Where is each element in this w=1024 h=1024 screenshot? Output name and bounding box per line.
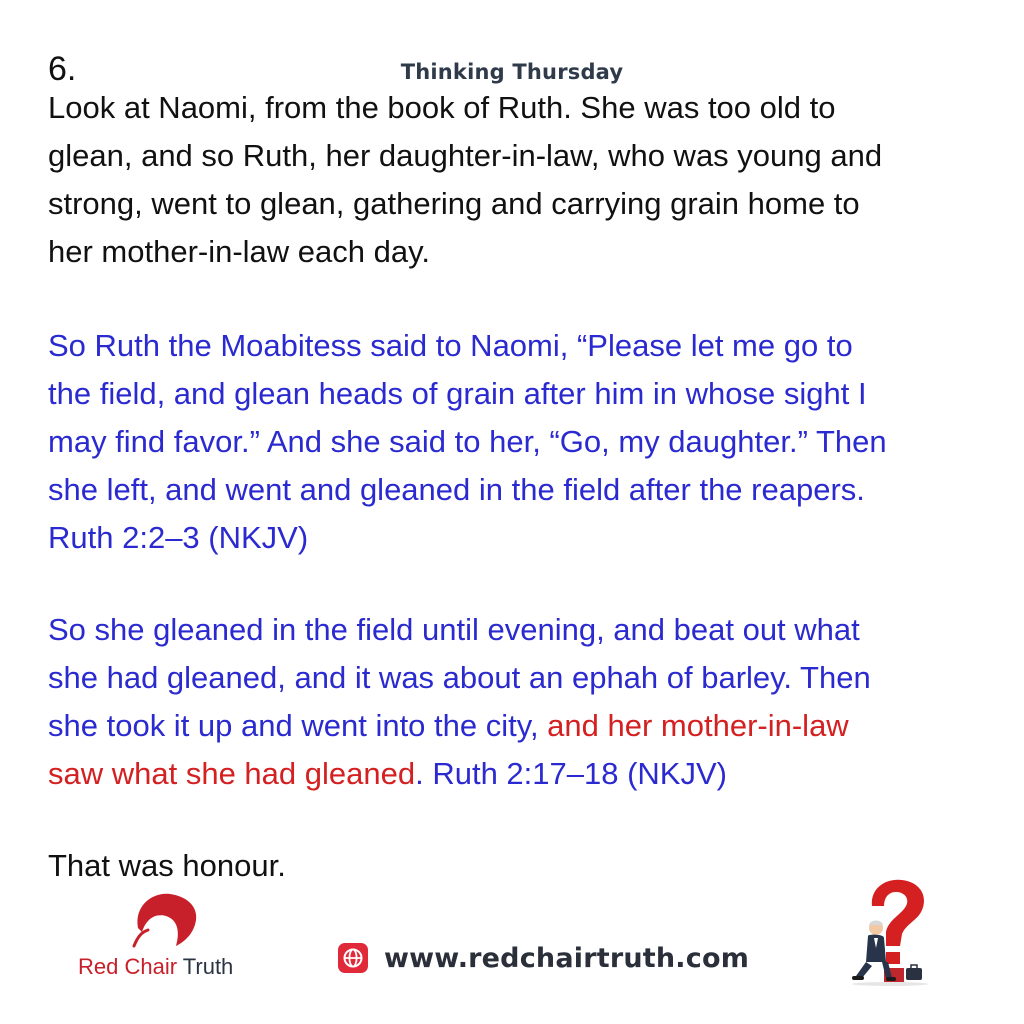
verse-line [48,750,978,798]
intro-line: strong, went to glean, gathering and carrying grain home to [48,186,860,221]
scripture-quote-ruth-2-17 [48,606,978,798]
intro-line: glean, and so Ruth, her daughter-in-law, who was young and [48,138,883,173]
brand-logo [70,888,270,988]
brand-name-dark: Truth [182,954,234,979]
website-link[interactable] [338,938,749,978]
verse-line: the field, and glean heads of grain after him in whose sight I [48,376,867,411]
verse-reference: Ruth 2:2–3 (NKJV) [48,520,309,555]
verse-line [48,702,978,750]
verse-line: may find favor.” And she said to her, “Go, my daughter.” Then [48,424,887,459]
brand-name-red: Red Chair [78,954,178,979]
website-url[interactable]: www.redchairtruth.com [384,942,750,974]
closing-statement [48,842,978,890]
highlighted-text: and her mother-in-law [547,708,849,743]
globe-icon [338,943,368,973]
highlighted-text: saw what she had gleaned [48,756,416,791]
intro-paragraph [48,84,978,276]
question-mark-thinker-icon [846,876,932,986]
verse-line: she left, and went and gleaned in the field after the reapers. [48,472,865,507]
verse-line: So Ruth the Moabitess said to Naomi, “Please let me go to [48,328,853,363]
intro-line: Look at Naomi, from the book of Ruth. She was too old to [48,90,836,125]
verse-text: she took it up and went into the city, [48,708,548,743]
verse-line: she had gleaned, and it was about an ephah of barley. Then [48,660,871,695]
verse-line: So she gleaned in the field until evening, and beat out what [48,612,860,647]
page-title: Thinking Thursday [400,60,624,84]
scripture-quote-ruth-2-2 [48,322,978,562]
closing-line: That was honour. [48,848,286,883]
slide-number: 6. [48,50,77,88]
verse-reference: . Ruth 2:17–18 (NKJV) [415,756,727,791]
red-chair-icon [128,888,208,952]
brand-name [78,954,233,980]
intro-line: her mother-in-law each day. [48,234,430,269]
